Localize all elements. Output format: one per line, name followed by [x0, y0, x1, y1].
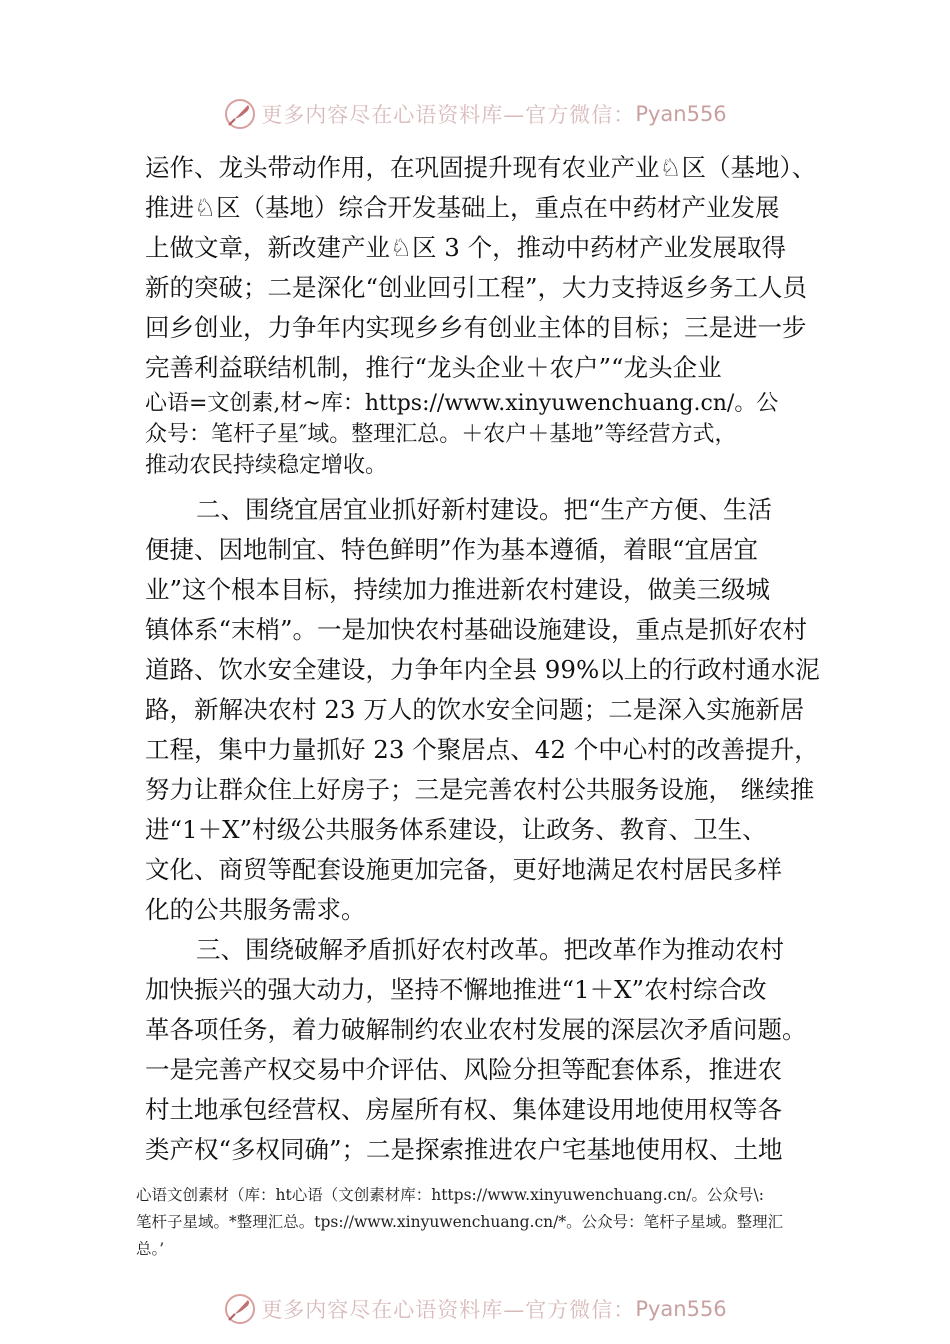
text-line: 进“1＋X”村级公共服务体系建设，让政务、教育、卫生、: [145, 815, 767, 844]
footnote-line: 笔杆子星域。*整理汇总。tps://www.xinyuwenchuang.cn/*。公众号：笔杆子星域。整理汇: [136, 1213, 784, 1231]
section-heading-line: 二、围绕宜居宜业抓好新村建设。把“生产方便、生活: [196, 495, 773, 524]
text-line: 革各项任务，着力破解制约农业农村发展的深层次矛盾问题。: [145, 1015, 807, 1044]
section-heading-line: 三、围绕破解矛盾抓好农村改革。把改革作为推动农村: [196, 935, 784, 964]
banner-text: 更多内容尽在心语资料库—官方微信：: [261, 103, 636, 127]
text-line: 推动农民持续稳定增收。: [145, 453, 388, 478]
text-line: 运作、龙头带动作用，在巩固提升现有农业产业♘区（基地）、: [145, 153, 817, 182]
footer-banner: [0, 1287, 950, 1331]
quill-pen-logo-icon: [223, 1292, 257, 1326]
text-line: 镇体系“末梢”。一是加快农村基础设施建设，重点是抓好农村: [145, 615, 808, 644]
watermark-line: 心语=文创素,材~库：https://www.xinyuwenchuang.cn/。公: [145, 391, 779, 416]
banner-text: 更多内容尽在心语资料库—官方微信：: [261, 1298, 636, 1322]
banner-wechat-id: Pyan556: [635, 1297, 727, 1321]
footnote: [136, 1182, 856, 1263]
text-line: 化的公共服务需求。: [145, 895, 366, 924]
text-line: 回乡创业，力争年内实现乡乡有创业主体的目标；三是进一步: [145, 313, 807, 342]
text-line: 努力让群众住上好房子；三是完善农村公共服务设施， 继续推: [145, 775, 815, 804]
banner-wechat-id: Pyan556: [635, 102, 727, 126]
header-banner: [0, 92, 950, 136]
document-body: [145, 148, 845, 1170]
text-line: 便捷、因地制宜、特色鲜明”作为基本遵循，着眼“宜居宜: [145, 535, 759, 564]
text-line: 新的突破；二是深化“创业回引工程”，大力支持返乡务工人员: [145, 273, 808, 302]
text-line: 完善利益联结机制，推行“龙头企业＋农户”“龙头企业: [145, 353, 722, 382]
text-line: 路，新解决农村 23 万人的饮水安全问题；二是深入实施新居: [145, 695, 805, 724]
text-line: 推进♘区（基地）综合开发基础上，重点在中药材产业发展: [145, 193, 780, 222]
text-line: 上做文章，新改建产业♘区 3 个，推动中药材产业发展取得: [145, 233, 787, 262]
text-line: 文化、商贸等配套设施更加完备，更好地满足农村居民多样: [145, 855, 782, 884]
text-line: 道路、饮水安全建设，力争年内全县 99%以上的行政村通水泥: [145, 655, 820, 684]
text-line: 村土地承包经营权、房屋所有权、集体建设用地使用权等各: [145, 1095, 782, 1124]
text-line: 工程，集中力量抓好 23 个聚居点、42 个中心村的改善提升，: [145, 735, 819, 764]
text-line: 众号：笔杆子星″域。整理汇总。＋农户＋基地”等经营方式，: [145, 422, 737, 447]
footnote-line: 总。’: [136, 1240, 165, 1258]
text-line: 业”这个根本目标，持续加力推进新农村建设，做美三级城: [145, 575, 771, 604]
text-line: 一是完善产权交易中介评估、风险分担等配套体系，推进农: [145, 1055, 782, 1084]
text-line: 类产权“多权同确”；二是探索推进农户宅基地使用权、土地: [145, 1135, 783, 1164]
quill-pen-logo-icon: [223, 97, 257, 131]
text-line: 加快振兴的强大动力，坚持不懈地推进“1＋X”农村综合改: [145, 975, 767, 1004]
footnote-line: 心语文创素材（库：ht心语（文创素材库：https://www.xinyuwenchuang.cn/。公众号\:: [136, 1186, 764, 1204]
